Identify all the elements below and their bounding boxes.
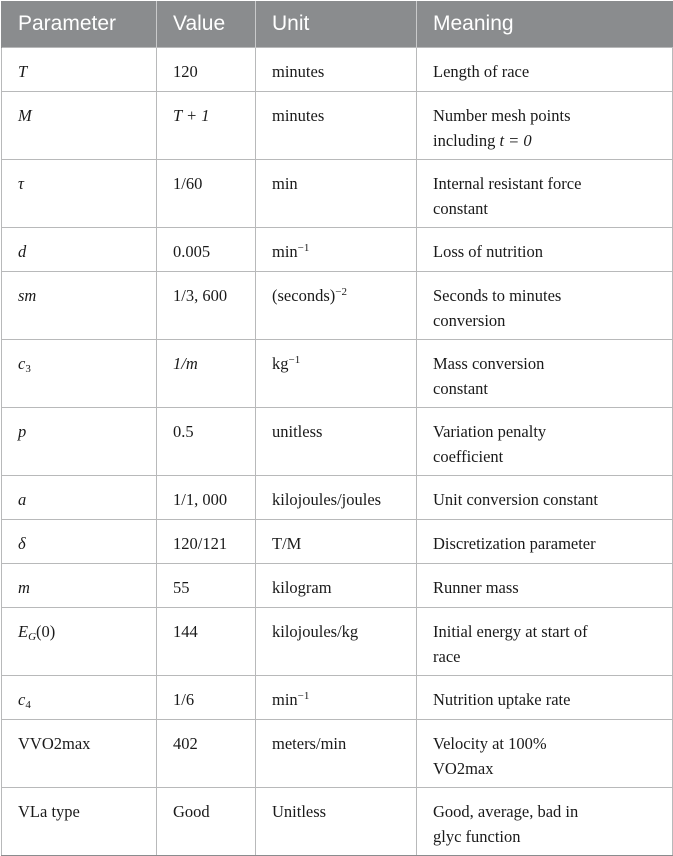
value-cell: 120/121: [157, 519, 256, 563]
parameter-table: [1, 1, 673, 856]
value-cell: 1/6: [157, 675, 256, 719]
meaning-line-2: constant: [433, 378, 488, 398]
unit-cell: kilojoules/joules: [256, 475, 417, 519]
parameter-cell: [2, 519, 157, 563]
table-row: [2, 675, 673, 719]
parameter-cell: [2, 227, 157, 271]
parameter-cell: VVO2max: [2, 719, 157, 787]
parameter-symbol: p: [18, 421, 27, 441]
unit-cell: [256, 227, 417, 271]
parameter-symbol: c: [18, 353, 26, 373]
table-row: [2, 607, 673, 675]
meaning-line-2: including: [433, 130, 496, 150]
parameter-symbol: T: [18, 61, 28, 81]
parameter-argument: (0): [36, 621, 56, 641]
parameter-cell: [2, 407, 157, 475]
table-row: [2, 519, 673, 563]
unit-base: kg: [272, 353, 289, 373]
unit-cell: kilogram: [256, 563, 417, 607]
meaning-line-2: race: [433, 646, 461, 666]
table-row: [2, 787, 673, 855]
meaning-line-2: coefficient: [433, 446, 504, 466]
meaning-cell: [417, 607, 673, 675]
meaning-line-2: glyc function: [433, 826, 521, 846]
table-row: [2, 271, 673, 339]
meaning-line-1: Good, average, bad in: [433, 801, 579, 821]
parameter-subscript: 3: [25, 362, 31, 375]
meaning-line-2: conversion: [433, 310, 506, 330]
parameter-symbol: sm: [18, 285, 37, 305]
meaning-cell: [417, 91, 673, 159]
value-cell: 0.5: [157, 407, 256, 475]
meaning-cell: Nutrition uptake rate: [417, 675, 673, 719]
value-expression: 1/m: [173, 353, 198, 373]
header-unit: Unit: [256, 1, 417, 47]
meaning-cell: [417, 271, 673, 339]
value-cell: 55: [157, 563, 256, 607]
parameter-symbol: τ: [18, 173, 24, 193]
meaning-line-1: Seconds to minutes: [433, 285, 562, 305]
meaning-line-2: VO2max: [433, 758, 494, 778]
parameter-symbol: c: [18, 689, 26, 709]
table-row: [2, 47, 673, 91]
meaning-cell: [417, 719, 673, 787]
meaning-cell: Unit conversion constant: [417, 475, 673, 519]
unit-cell: min: [256, 159, 417, 227]
table-row: [2, 719, 673, 787]
meaning-line-1: Mass conversion: [433, 353, 545, 373]
table-header-row: [2, 1, 673, 47]
value-cell: 402: [157, 719, 256, 787]
meaning-line-1: Internal resistant force: [433, 173, 582, 193]
unit-cell: minutes: [256, 47, 417, 91]
unit-cell: meters/min: [256, 719, 417, 787]
unit-cell: [256, 339, 417, 407]
unit-cell: T/M: [256, 519, 417, 563]
parameter-subscript: G: [28, 630, 37, 643]
unit-base: (seconds): [272, 285, 336, 305]
header-meaning: Meaning: [417, 1, 673, 47]
parameter-symbol: m: [18, 577, 30, 597]
parameter-cell: [2, 47, 157, 91]
unit-cell: kilojoules/kg: [256, 607, 417, 675]
table-row: [2, 91, 673, 159]
table-row: [2, 563, 673, 607]
value-expression: T + 1: [173, 105, 210, 125]
meaning-line-2: constant: [433, 198, 488, 218]
unit-base: min: [272, 689, 298, 709]
parameter-cell: [2, 675, 157, 719]
unit-exponent: −2: [335, 285, 347, 298]
value-cell: [157, 339, 256, 407]
meaning-cell: [417, 339, 673, 407]
parameter-cell: [2, 339, 157, 407]
table-row: [2, 475, 673, 519]
table-row: [2, 159, 673, 227]
meaning-line-1: Number mesh points: [433, 105, 571, 125]
meaning-cell: [417, 407, 673, 475]
meaning-cell: Length of race: [417, 47, 673, 91]
header-parameter: Parameter: [2, 1, 157, 47]
value-cell: 120: [157, 47, 256, 91]
value-cell: Good: [157, 787, 256, 855]
unit-cell: unitless: [256, 407, 417, 475]
meaning-cell: [417, 159, 673, 227]
value-cell: 1/60: [157, 159, 256, 227]
unit-cell: [256, 271, 417, 339]
unit-exponent: −1: [297, 689, 310, 702]
parameter-cell: [2, 159, 157, 227]
meaning-cell: [417, 787, 673, 855]
unit-base: min: [272, 241, 298, 261]
parameter-symbol: E: [18, 621, 29, 641]
unit-exponent: −1: [288, 353, 301, 366]
meaning-cell: Loss of nutrition: [417, 227, 673, 271]
header-value: Value: [157, 1, 256, 47]
value-cell: [157, 91, 256, 159]
parameter-symbol: M: [18, 105, 32, 125]
meaning-cell: Discretization parameter: [417, 519, 673, 563]
table-row: [2, 339, 673, 407]
meaning-line-1: Initial energy at start of: [433, 621, 588, 641]
value-cell: 1/3, 600: [157, 271, 256, 339]
value-cell: 1/1, 000: [157, 475, 256, 519]
parameter-cell: [2, 91, 157, 159]
table-row: [2, 407, 673, 475]
parameter-symbol: a: [18, 489, 27, 509]
meaning-cell: Runner mass: [417, 563, 673, 607]
unit-exponent: −1: [297, 241, 310, 254]
meaning-line-1: Variation penalty: [433, 421, 547, 441]
value-cell: 0.005: [157, 227, 256, 271]
value-cell: 144: [157, 607, 256, 675]
parameter-symbol: δ: [18, 533, 26, 553]
meaning-line-1: Velocity at 100%: [433, 733, 547, 753]
unit-cell: [256, 675, 417, 719]
table-row: [2, 227, 673, 271]
parameter-cell: [2, 563, 157, 607]
parameter-cell: [2, 607, 157, 675]
parameter-cell: [2, 271, 157, 339]
parameter-cell: [2, 475, 157, 519]
parameter-subscript: 4: [25, 698, 31, 711]
unit-cell: minutes: [256, 91, 417, 159]
meaning-math: t = 0: [499, 130, 532, 150]
parameter-symbol: d: [18, 241, 27, 261]
parameter-cell: VLa type: [2, 787, 157, 855]
unit-cell: Unitless: [256, 787, 417, 855]
